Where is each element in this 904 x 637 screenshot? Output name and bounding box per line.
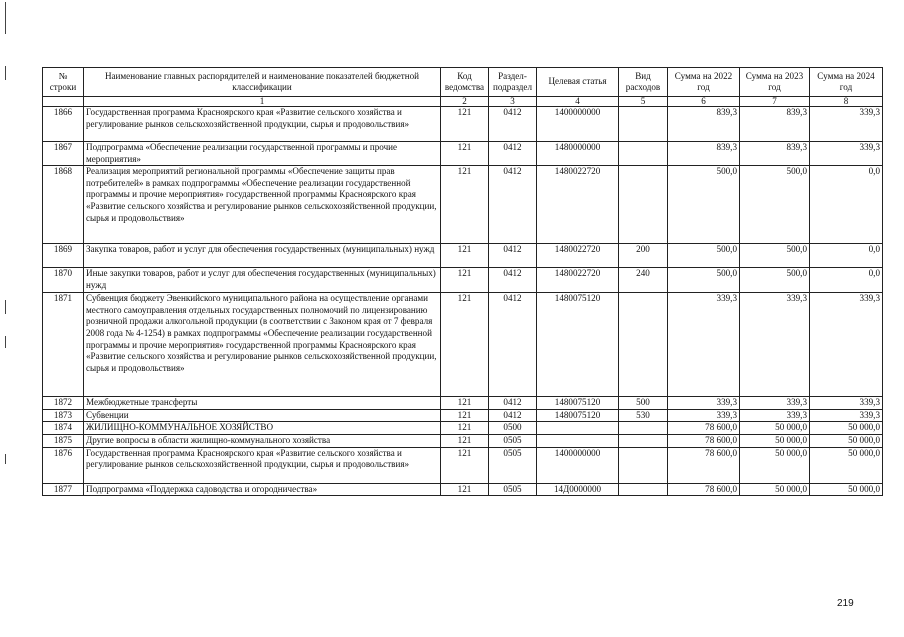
table-row: [43, 447, 883, 483]
row-section: 0412: [489, 142, 537, 166]
row-target: [537, 422, 619, 435]
row-dept: 121: [441, 397, 489, 410]
header-target: Целевая статья: [537, 68, 619, 97]
column-number: 1: [84, 97, 441, 107]
row-sum-2023: 839,3: [740, 142, 810, 166]
row-target: 1480022720: [537, 244, 619, 268]
row-sum-2024: 339,3: [810, 409, 883, 422]
header-2022: Сумма на 2022 год: [668, 68, 740, 97]
row-num: 1868: [43, 166, 84, 244]
row-dept: 121: [441, 268, 489, 293]
row-num: 1877: [43, 483, 84, 496]
header-name: Наименование главных распорядителей и наименование показателей бюджетной классификации: [84, 68, 441, 97]
table-row: [43, 293, 883, 397]
row-sum-2024: 339,3: [810, 293, 883, 397]
table-row: [43, 409, 883, 422]
row-name: Государственная программа Красноярского края «Развитие сельского хозяйства и регулирование рынков сельскохозяйственной продукции, сырья и продовольствия»: [84, 107, 441, 142]
row-num: 1873: [43, 409, 84, 422]
row-num: 1875: [43, 434, 84, 447]
row-name: Другие вопросы в области жилищно-коммунального хозяйства: [84, 434, 441, 447]
row-type: [619, 142, 668, 166]
table-row: [43, 483, 883, 496]
row-section: 0412: [489, 397, 537, 410]
row-num: 1869: [43, 244, 84, 268]
row-sum-2024: 339,3: [810, 397, 883, 410]
row-target: 1480075120: [537, 293, 619, 397]
row-section: 0500: [489, 422, 537, 435]
row-sum-2023: 50 000,0: [740, 422, 810, 435]
header-section: Раздел-подраздел: [489, 68, 537, 97]
margin-mark: [5, 2, 6, 34]
row-sum-2024: 339,3: [810, 107, 883, 142]
header-num: № строки: [43, 68, 84, 97]
row-sum-2022: 500,0: [668, 244, 740, 268]
row-dept: 121: [441, 142, 489, 166]
row-sum-2022: 839,3: [668, 107, 740, 142]
row-sum-2023: 839,3: [740, 107, 810, 142]
row-sum-2023: 500,0: [740, 244, 810, 268]
row-sum-2024: 50 000,0: [810, 447, 883, 483]
row-name: Субвенции: [84, 409, 441, 422]
row-sum-2024: 50 000,0: [810, 422, 883, 435]
row-sum-2023: 50 000,0: [740, 447, 810, 483]
row-type: [619, 107, 668, 142]
column-number: 6: [668, 97, 740, 107]
row-section: 0412: [489, 293, 537, 397]
column-number-row: [43, 97, 883, 107]
row-dept: 121: [441, 447, 489, 483]
column-number: 3: [489, 97, 537, 107]
table-body: [43, 107, 883, 496]
row-name: Иные закупки товаров, работ и услуг для обеспечения государственных (муниципальных) нужд: [84, 268, 441, 293]
table-row: [43, 268, 883, 293]
row-sum-2023: 339,3: [740, 397, 810, 410]
row-dept: 121: [441, 244, 489, 268]
row-sum-2024: 50 000,0: [810, 483, 883, 496]
row-num: 1874: [43, 422, 84, 435]
row-target: 1480022720: [537, 166, 619, 244]
row-section: 0412: [489, 409, 537, 422]
row-type: [619, 483, 668, 496]
row-name: Реализация мероприятий региональной программы «Обеспечение защиты прав потребителей» в рамках подпрограммы «Обеспечение реализации государственной программы и прочие мероприятия» государственной программы Красноярского края «Развитие сельского хозяйства и регулирование рынков сельскохозяйственной продукции, сырья и продовольствия»: [84, 166, 441, 244]
page-number: 219: [837, 598, 854, 609]
row-sum-2024: 339,3: [810, 142, 883, 166]
header-2023: Сумма на 2023 год: [740, 68, 810, 97]
row-target: 14Д0000000: [537, 483, 619, 496]
header-2024: Сумма на 2024 год: [810, 68, 883, 97]
table-row: [43, 107, 883, 142]
row-dept: 121: [441, 483, 489, 496]
row-type: [619, 434, 668, 447]
margin-mark: [5, 336, 6, 348]
row-section: 0505: [489, 483, 537, 496]
row-sum-2022: 839,3: [668, 142, 740, 166]
table-row: [43, 244, 883, 268]
row-sum-2023: 50 000,0: [740, 434, 810, 447]
row-dept: 121: [441, 409, 489, 422]
row-type: [619, 447, 668, 483]
row-sum-2022: 339,3: [668, 409, 740, 422]
column-number: 4: [537, 97, 619, 107]
margin-mark: [5, 454, 6, 464]
row-sum-2022: 78 600,0: [668, 483, 740, 496]
column-number: [43, 97, 84, 107]
row-num: 1867: [43, 142, 84, 166]
row-section: 0412: [489, 107, 537, 142]
row-section: 0412: [489, 166, 537, 244]
row-sum-2023: 339,3: [740, 409, 810, 422]
table-row: [43, 434, 883, 447]
row-sum-2024: 50 000,0: [810, 434, 883, 447]
row-sum-2023: 339,3: [740, 293, 810, 397]
row-num: 1870: [43, 268, 84, 293]
column-number: 5: [619, 97, 668, 107]
row-sum-2023: 500,0: [740, 166, 810, 244]
header-type: Вид расходов: [619, 68, 668, 97]
row-type: 240: [619, 268, 668, 293]
row-target: [537, 434, 619, 447]
column-number: 8: [810, 97, 883, 107]
header-dept: Код ведомства: [441, 68, 489, 97]
row-section: 0505: [489, 434, 537, 447]
row-type: 500: [619, 397, 668, 410]
row-name: Подпрограмма «Обеспечение реализации государственной программы и прочие мероприятия»: [84, 142, 441, 166]
row-sum-2023: 500,0: [740, 268, 810, 293]
row-num: 1866: [43, 107, 84, 142]
row-sum-2022: 78 600,0: [668, 422, 740, 435]
row-target: 1400000000: [537, 107, 619, 142]
budget-table: [42, 67, 883, 496]
table-row: [43, 142, 883, 166]
row-target: 1480075120: [537, 409, 619, 422]
row-sum-2022: 339,3: [668, 397, 740, 410]
row-target: 1480000000: [537, 142, 619, 166]
column-number: 7: [740, 97, 810, 107]
table-row: [43, 422, 883, 435]
row-sum-2022: 500,0: [668, 166, 740, 244]
row-name: Подпрограмма «Поддержка садоводства и огородничества»: [84, 483, 441, 496]
table-row: [43, 166, 883, 244]
row-name: Субвенция бюджету Эвенкийского муниципального района на осуществление органами местного самоуправления отдельных государственных полномочий по лицензированию розничной продажи алкогольной продукции (в соответствии с Законом края от 7 февраля 2008 года № 4-1254) в рамках подпрограммы «Обеспечение реализации государственной программы и прочие мероприятия» государственной программы Красноярского края «Развитие сельского хозяйства и регулирование рынков сельскохозяйственной продукции, сырья и продовольствия»: [84, 293, 441, 397]
row-section: 0505: [489, 447, 537, 483]
row-target: 1480022720: [537, 268, 619, 293]
row-dept: 121: [441, 434, 489, 447]
table-row: [43, 397, 883, 410]
row-sum-2024: 0,0: [810, 268, 883, 293]
row-sum-2024: 0,0: [810, 166, 883, 244]
row-type: [619, 166, 668, 244]
row-name: Государственная программа Красноярского края «Развитие сельского хозяйства и регулирование рынков сельскохозяйственной продукции, сырья и продовольствия»: [84, 447, 441, 483]
column-number: 2: [441, 97, 489, 107]
row-num: 1872: [43, 397, 84, 410]
row-sum-2022: 78 600,0: [668, 434, 740, 447]
row-sum-2024: 0,0: [810, 244, 883, 268]
row-name: Закупка товаров, работ и услуг для обеспечения государственных (муниципальных) нужд: [84, 244, 441, 268]
row-num: 1871: [43, 293, 84, 397]
row-section: 0412: [489, 268, 537, 293]
row-dept: 121: [441, 107, 489, 142]
row-target: 1400000000: [537, 447, 619, 483]
row-dept: 121: [441, 422, 489, 435]
row-target: 1480075120: [537, 397, 619, 410]
row-type: [619, 422, 668, 435]
row-name: Межбюджетные трансферты: [84, 397, 441, 410]
row-sum-2022: 339,3: [668, 293, 740, 397]
margin-mark: [5, 300, 6, 314]
row-dept: 121: [441, 293, 489, 397]
row-dept: 121: [441, 166, 489, 244]
margin-mark: [5, 66, 6, 80]
row-type: [619, 293, 668, 397]
table-header: [43, 68, 883, 107]
row-name: ЖИЛИЩНО-КОММУНАЛЬНОЕ ХОЗЯЙСТВО: [84, 422, 441, 435]
row-type: 530: [619, 409, 668, 422]
row-section: 0412: [489, 244, 537, 268]
row-sum-2023: 50 000,0: [740, 483, 810, 496]
row-sum-2022: 500,0: [668, 268, 740, 293]
row-num: 1876: [43, 447, 84, 483]
row-type: 200: [619, 244, 668, 268]
row-sum-2022: 78 600,0: [668, 447, 740, 483]
